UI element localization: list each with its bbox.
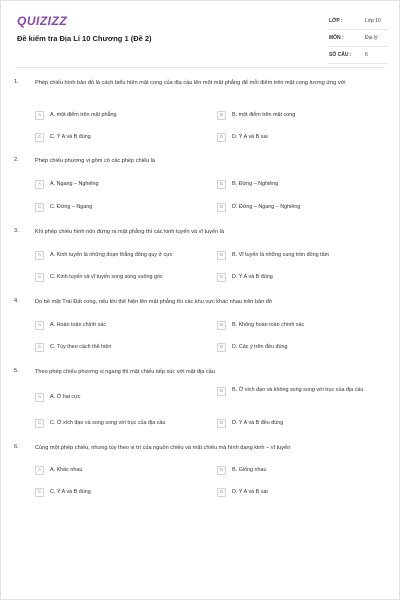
- option-letter-box: B: [217, 180, 226, 189]
- option-letter-box: D: [217, 419, 226, 428]
- option-label: D. Các ý trên đều đúng: [232, 343, 288, 350]
- question-text: Khi phép chiếu hình nón đứng ra mặt phẳng thì các kinh tuyến và vĩ tuyến là: [35, 229, 225, 235]
- question-number: 5.: [14, 368, 19, 374]
- option-letter-box: A: [35, 321, 44, 330]
- meta-panel: [329, 13, 387, 64]
- option-letter-box: C: [35, 488, 44, 497]
- option-a[interactable]: [35, 178, 195, 190]
- option-label: C. Tùy theo cách thể hiện: [50, 343, 112, 350]
- option-label: B. Không hoàn toàn chính xác: [232, 321, 305, 328]
- page-title: Đề kiểm tra Địa Lí 10 Chương 1 (Đề 2): [17, 34, 152, 43]
- option-d[interactable]: [217, 341, 387, 353]
- option-label: B. Giống nhau: [232, 466, 267, 473]
- option-label: C. Ở xích đạo và song song với trục của địa cầu: [50, 419, 166, 426]
- option-b[interactable]: [217, 249, 387, 261]
- option-label: A. một điểm trên mặt phẳng: [50, 111, 117, 118]
- option-label: D. Ý A và B đều đúng: [232, 419, 284, 426]
- option-d[interactable]: [217, 131, 387, 143]
- option-d[interactable]: [217, 486, 387, 498]
- option-label: C. Ý A và B đúng: [50, 133, 91, 140]
- option-label: B. Ở xích đạo và không song song với trục của địa cầu: [232, 387, 364, 393]
- option-letter-box: A: [35, 393, 44, 402]
- option-b[interactable]: [217, 178, 387, 190]
- question-text: Phép chiếu hình bản đồ là cách biểu hiện mặt cong của địa cầu lên một mặt phẳng để mỗi điểm trên mặt cong tương ứng với: [35, 80, 346, 86]
- meta-row-count: [329, 47, 387, 64]
- option-letter-box: C: [35, 343, 44, 352]
- option-a[interactable]: [35, 391, 195, 403]
- question-number: 6.: [14, 444, 19, 450]
- option-letter-box: C: [35, 133, 44, 142]
- meta-label: SỐ CÂU :: [329, 52, 352, 58]
- meta-value: 6: [365, 52, 368, 58]
- question-text: Cùng một phép chiếu, nhưng tùy theo vị trí của nguồn chiếu và mặt chiếu mà hình dạng kinh – vĩ tuyến: [35, 445, 291, 451]
- option-label: D. Ý A và B sai: [232, 133, 268, 140]
- option-label: C. Đứng – Ngang: [50, 203, 93, 210]
- option-letter-box: D: [217, 273, 226, 282]
- option-letter-box: C: [35, 203, 44, 212]
- question-number: 2.: [14, 157, 19, 163]
- option-b[interactable]: [217, 387, 387, 407]
- question-text: Do bề mặt Trái Đất cong, nếu khi thể hiện lên mặt phẳng thì các khu vực khác nhau trên bản đồ: [35, 299, 272, 305]
- quizizz-logo: QUIZIZZ: [17, 14, 68, 28]
- option-c[interactable]: [35, 417, 195, 429]
- option-letter-box: C: [35, 273, 44, 282]
- question-text: Theo phép chiếu phương vị ngang thì mặt chiếu tiếp xúc với mặt địa cầu: [35, 369, 215, 375]
- question-text: Phép chiếu phương vị gồm có các phép chiếu là: [35, 158, 155, 164]
- option-c[interactable]: [35, 271, 195, 283]
- option-label: B. Đứng – Nghiêng: [232, 180, 279, 187]
- option-c[interactable]: [35, 486, 195, 498]
- option-letter-box: B: [217, 251, 226, 260]
- option-label: A. Ngang – Nghiêng: [50, 180, 99, 187]
- header-divider: [15, 67, 385, 68]
- option-letter-box: D: [217, 133, 226, 142]
- option-a[interactable]: [35, 319, 195, 331]
- option-label: A. Khác nhau: [50, 466, 83, 473]
- option-c[interactable]: [35, 341, 195, 353]
- question-number: 1.: [14, 79, 19, 85]
- option-letter-box: B: [217, 111, 226, 120]
- option-d[interactable]: [217, 271, 387, 283]
- option-letter-box: B: [217, 387, 226, 396]
- option-c[interactable]: [35, 201, 195, 213]
- option-a[interactable]: [35, 464, 195, 476]
- meta-value: Địa lý: [365, 35, 378, 41]
- option-letter-box: A: [35, 111, 44, 120]
- meta-label: MÔN :: [329, 35, 344, 41]
- meta-row-subject: [329, 30, 387, 47]
- option-label: C. Ý A và B đúng: [50, 488, 91, 495]
- question-number: 4.: [14, 298, 19, 304]
- option-d[interactable]: [217, 201, 387, 213]
- option-letter-box: A: [35, 466, 44, 475]
- option-letter-box: C: [35, 419, 44, 428]
- option-label: B. Vĩ tuyến là những cung tròn đồng tâm: [232, 251, 330, 258]
- option-letter-box: B: [217, 466, 226, 475]
- option-label: D. Đứng – Ngang – Nghiêng: [232, 203, 301, 210]
- option-label: B. một điểm trên mặt cong: [232, 111, 296, 118]
- option-letter-box: D: [217, 203, 226, 212]
- option-letter-box: B: [217, 321, 226, 330]
- option-label: C. Kinh tuyến và vĩ tuyến song song vuông góc: [50, 273, 163, 280]
- option-a[interactable]: [35, 109, 195, 121]
- option-letter-box: D: [217, 488, 226, 497]
- meta-row-class: [329, 13, 387, 30]
- meta-value: Lớp 10: [365, 18, 381, 24]
- option-b[interactable]: [217, 464, 387, 476]
- option-d[interactable]: [217, 417, 387, 429]
- option-letter-box: A: [35, 251, 44, 260]
- option-label: D. Ý A và B sai: [232, 488, 268, 495]
- meta-label: LỚP :: [329, 18, 343, 24]
- option-label: D. Ý A và B đúng: [232, 273, 273, 280]
- option-letter-box: D: [217, 343, 226, 352]
- option-label: A. Ở hai cực: [50, 393, 81, 400]
- option-c[interactable]: [35, 131, 195, 143]
- option-a[interactable]: [35, 249, 195, 261]
- option-letter-box: A: [35, 180, 44, 189]
- option-b[interactable]: [217, 109, 387, 121]
- option-label: A. Hoàn toàn chính xác: [50, 321, 107, 328]
- option-label: A. Kinh tuyến là những đoạn thẳng đồng quy ở cực: [50, 251, 173, 258]
- option-b[interactable]: [217, 319, 387, 331]
- question-number: 3.: [14, 228, 19, 234]
